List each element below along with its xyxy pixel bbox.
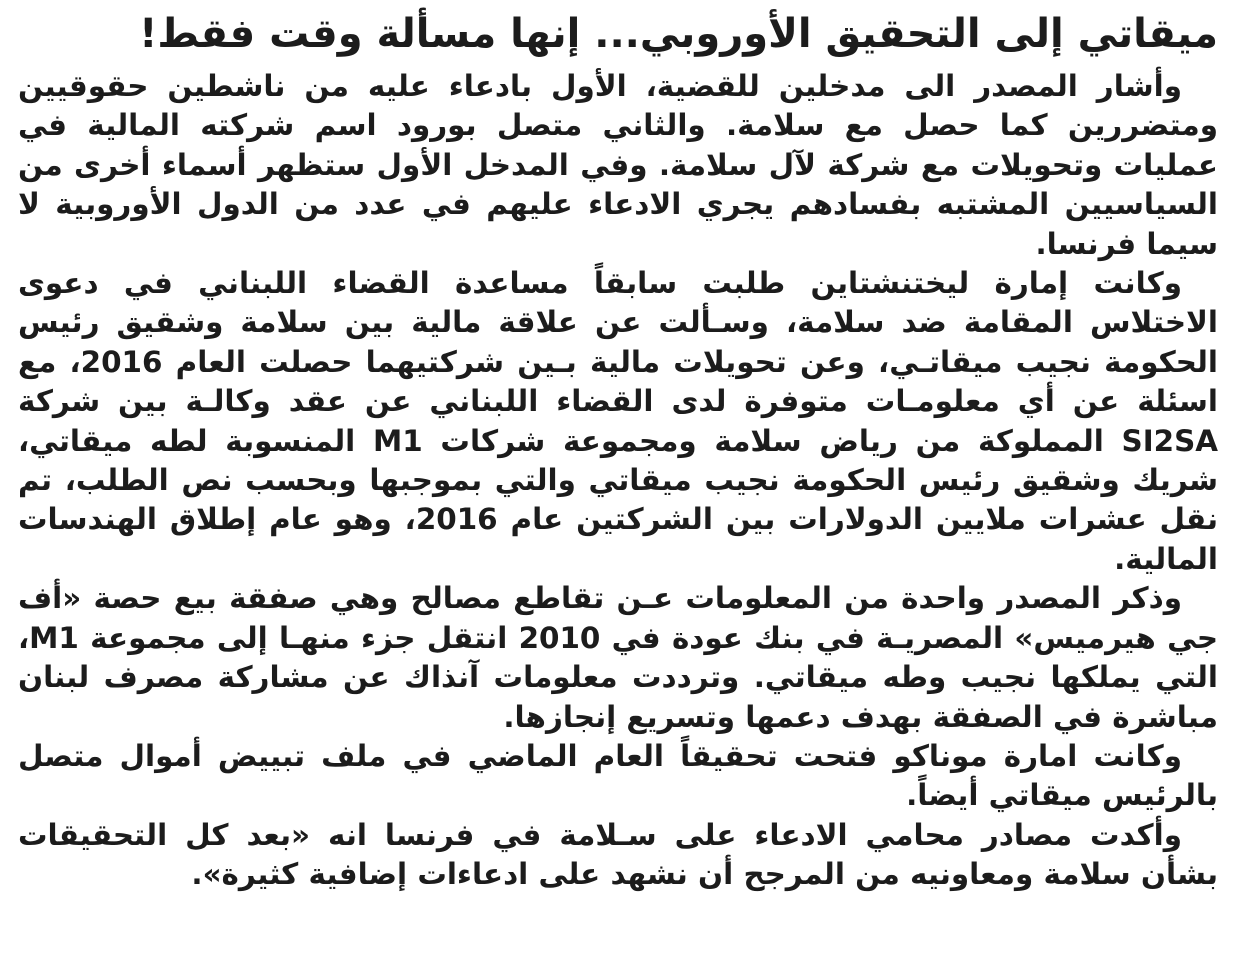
- article-paragraph-4: وكانت امارة موناكو فتحت تحقيقاً العام الماضي في ملف تبييض أموال متصل بالرئيس ميقاتي أيضاً.: [18, 738, 1218, 813]
- article-paragraph-2: وكانت إمارة ليختنشتاين طلبت سابقاً مساعدة القضاء اللبناني في دعوى الاختلاس المقامة ضد سلامة، وسـألت عن علاقة مالية بين سلامة وشقيق رئيس الحكومة نجيب ميقاتـي، وعن تحويلات مالية بـين شركتيهما حصلت العام 2016، مع اسئلة عن أي معلومـات متوفرة لدى القضاء اللبناني عن عقد وكالـة بين شركة SI2SA المملوكة من رياض سلامة ومجموعة شركات M1 المنسوبة لطه ميقاتي، شريك وشقيق رئيس الحكومة نجيب ميقاتي والتي بموجبها وبحسب نص الطلب، تم نقل عشرات ملايين الدولارات بين الشركتين عام 2016، وهو عام إطلاق الهندسات المالية.: [18, 266, 1219, 576]
- article-paragraph-1: وأشار المصدر الى مدخلين للقضية، الأول بادعاء عليه من ناشطين حقوقيين ومتضررين كما حصل مع سلامة. والثاني متصل بورود اسم شركته المالية في عمليات وتحويلات مع شركة لآل سلامة. وفي المدخل الأول ستظهر أسماء أخرى من السياسيين المشتبه بفسادهم يجري الادعاء عليهم في عدد من الدول الأوروبية لا سيما فرنسا.: [18, 69, 1218, 261]
- article-paragraph-5: وأكدت مصادر محامي الادعاء على سـلامة في فرنسا انه «بعد كل التحقيقات بشأن سلامة ومعاونيه من المرجح أن نشهد على ادعاءات إضافية كثيرة».: [18, 817, 1218, 892]
- news-article: [18, 4, 1218, 895]
- article-headline: ميقاتي إلى التحقيق الأوروبي... إنها مسألة وقت فقط!: [139, 11, 1218, 57]
- article-paragraph-3: وذكر المصدر واحدة من المعلومات عـن تقاطع مصالح وهي صفقة بيع حصة «أف جي هيرميس» المصريـة في بنك عودة في 2010 انتقل جزء منهـا إلى مجموعة M1، التي يملكها نجيب وطه ميقاتي. وترددت معلومات آنذاك عن مشاركة مصرف لبنان مباشرة في الصفقة بهدف دعمها وتسريع إنجازها.: [18, 581, 1218, 734]
